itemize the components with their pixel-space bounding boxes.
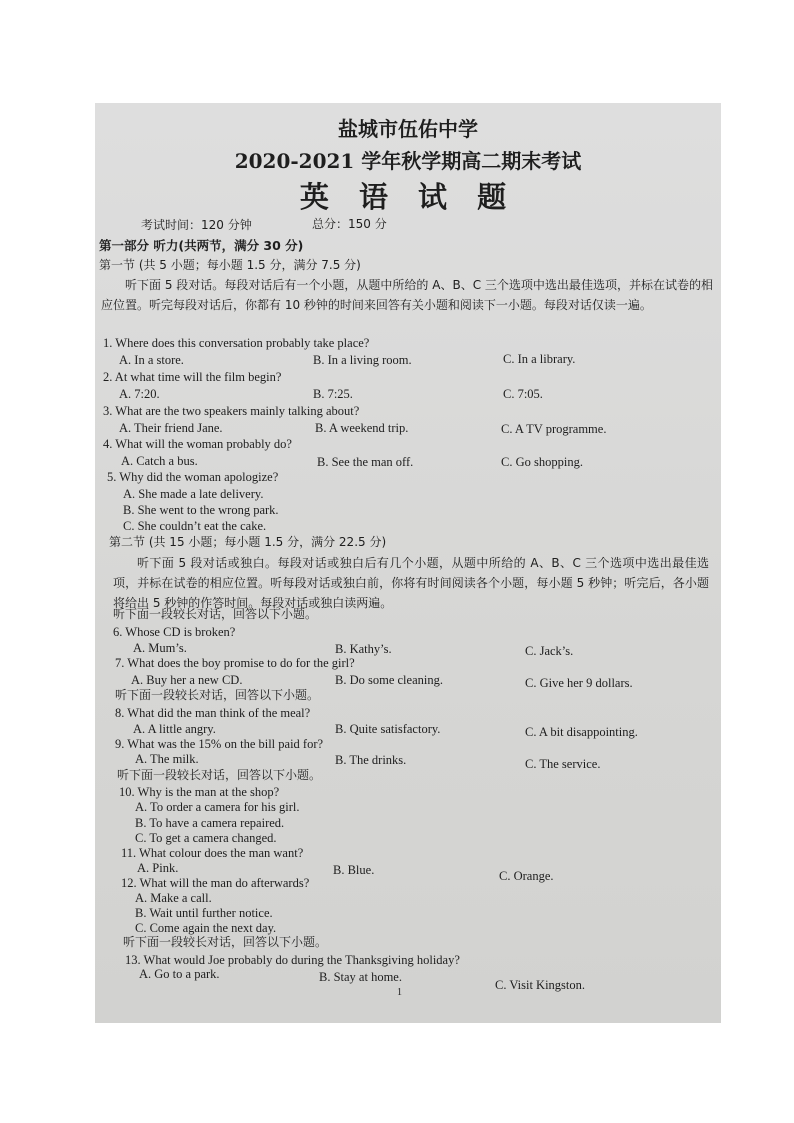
q13-option-b: B. Stay at home.	[319, 970, 402, 984]
section1-instructions: 听下面 5 段对话。每段对话后有一个小题，从题中所给的 A、B、C 三个选项中选出最佳选项，并标在试卷的相应位置。听完每段对话后，你都有 10 秒钟的时间来回答有关小题和阅读下一小题。每段对话仅读一遍。	[101, 278, 713, 312]
school-name: 盐城市伍佑中学	[338, 117, 478, 141]
q4-option-b: B. See the man off.	[317, 455, 414, 469]
q1-option-a: A. In a store.	[119, 353, 184, 367]
listen-long-instruction-1: 听下面一段较长对话，回答以下小题。	[113, 607, 318, 621]
q3-option-b: B. A weekend trip.	[315, 421, 409, 435]
part1-title: 第一部分 听力(共两节，满分 30 分)	[99, 238, 304, 253]
q9-option-b: B. The drinks.	[335, 753, 407, 767]
q2-option-a: A. 7:20.	[119, 387, 160, 401]
q10-option-c: C. To get a camera changed.	[135, 831, 277, 845]
q5-stem: 5. Why did the woman apologize?	[107, 470, 279, 484]
section2-title: 第二节 (共 15 小题；每小题 1.5 分，满分 22.5 分)	[109, 535, 387, 549]
subject-title: 英 语 试 题	[299, 180, 517, 214]
q11-option-b: B. Blue.	[333, 863, 375, 877]
q1-option-b: B. In a living room.	[313, 353, 412, 367]
q10-option-a: A. To order a camera for his girl.	[135, 800, 300, 814]
q11-stem: 11. What colour does the man want?	[121, 846, 304, 860]
q4-option-c: C. Go shopping.	[501, 455, 583, 469]
q13-option-c: C. Visit Kingston.	[495, 978, 586, 992]
q9-option-c: C. The service.	[525, 757, 601, 771]
q11-option-c: C. Orange.	[499, 869, 554, 883]
q8-option-b: B. Quite satisfactory.	[335, 722, 441, 736]
q6-stem: 6. Whose CD is broken?	[113, 625, 236, 639]
q4-stem: 4. What will the woman probably do?	[103, 437, 292, 451]
section1-title: 第一节 (共 5 小题；每小题 1.5 分，满分 7.5 分)	[99, 258, 361, 272]
q13-option-a: A. Go to a park.	[139, 967, 220, 981]
exam-paper-photo	[95, 103, 721, 1023]
total-score: 总分：150 分	[312, 217, 387, 231]
q8-stem: 8. What did the man think of the meal?	[115, 706, 311, 720]
page-number: 1	[397, 987, 402, 998]
q12-option-a: A. Make a call.	[135, 891, 212, 905]
listen-long-instruction-3: 听下面一段较长对话，回答以下小题。	[117, 768, 322, 782]
q3-option-a: A. Their friend Jane.	[119, 421, 223, 435]
listen-long-instruction-4: 听下面一段较长对话，回答以下小题。	[123, 935, 328, 949]
q7-option-b: B. Do some cleaning.	[335, 673, 443, 687]
q1-stem: 1. Where does this conversation probably take place?	[103, 336, 370, 350]
q9-stem: 9. What was the 15% on the bill paid for?	[115, 737, 324, 751]
q5-option-c: C. She couldn’t eat the cake.	[123, 519, 267, 533]
q13-stem: 13. What would Joe probably do during the Thanksgiving holiday?	[125, 953, 460, 967]
q7-option-c: C. Give her 9 dollars.	[525, 676, 633, 690]
q5-option-a: A. She made a late delivery.	[123, 487, 264, 501]
q10-stem: 10. Why is the man at the shop?	[119, 785, 280, 799]
q10-option-b: B. To have a camera repaired.	[135, 816, 285, 830]
q3-stem: 3. What are the two speakers mainly talking about?	[103, 404, 360, 418]
q6-option-c: C. Jack’s.	[525, 644, 574, 658]
q2-option-b: B. 7:25.	[313, 387, 353, 401]
q5-option-b: B. She went to the wrong park.	[123, 503, 279, 517]
q12-option-c: C. Come again the next day.	[135, 921, 277, 935]
q1-option-c: C. In a library.	[503, 352, 576, 366]
q6-option-b: B. Kathy’s.	[335, 642, 392, 656]
section2-instructions: 听下面 5 段对话或独白。每段对话或独白后有几个小题，从题中所给的 A、B、C 三个选项中选出最佳选项，并标在试卷的相应位置。听每段对话或独白前，你将有时间阅读各个小题，每小题 5 秒钟；听完后，各小题将给出 5 秒钟的作答时间。每段对话或独白读两遍。	[113, 556, 709, 610]
q7-option-a: A. Buy her a new CD.	[131, 673, 243, 687]
q12-option-b: B. Wait until further notice.	[135, 906, 273, 920]
q4-option-a: A. Catch a bus.	[121, 454, 198, 468]
q9-option-a: A. The milk.	[135, 752, 199, 766]
q12-stem: 12. What will the man do afterwards?	[121, 876, 310, 890]
q2-option-c: C. 7:05.	[503, 387, 543, 401]
q7-stem: 7. What does the boy promise to do for the girl?	[115, 656, 355, 670]
exam-time: 考试时间：120 分钟	[141, 218, 252, 232]
q6-option-a: A. Mum’s.	[133, 641, 187, 655]
q11-option-a: A. Pink.	[137, 861, 179, 875]
q2-stem: 2. At what time will the film begin?	[103, 370, 282, 384]
exam-title: 2020-2021 学年秋学期高二期末考试	[234, 149, 582, 173]
q3-option-c: C. A TV programme.	[501, 422, 607, 436]
q8-option-a: A. A little angry.	[133, 722, 216, 736]
q8-option-c: C. A bit disappointing.	[525, 725, 638, 739]
listen-long-instruction-2: 听下面一段较长对话，回答以下小题。	[115, 688, 320, 702]
